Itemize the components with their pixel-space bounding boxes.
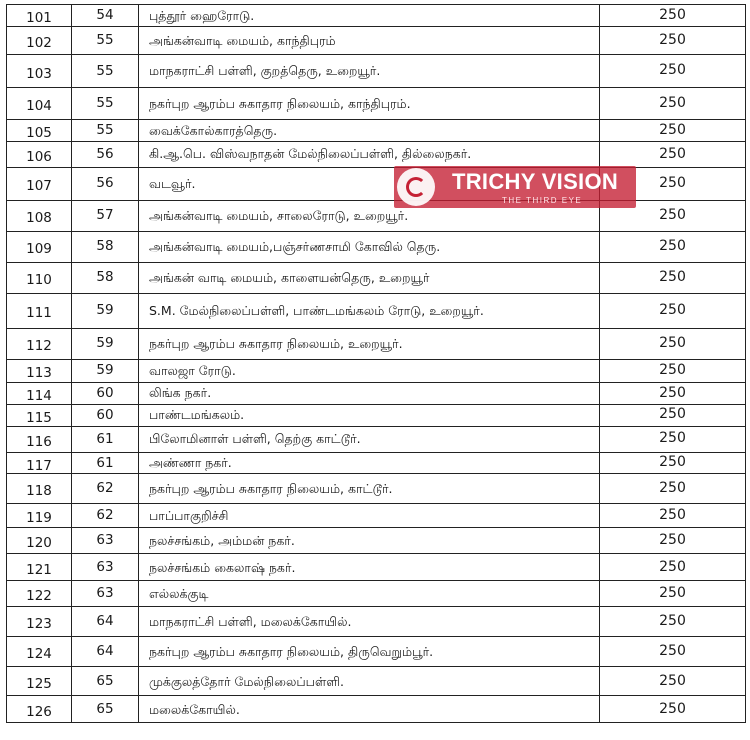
ward-number-cell: 59 [72, 328, 139, 359]
ward-number-cell: 54 [72, 5, 139, 27]
ward-number-cell: 60 [72, 404, 139, 426]
location-cell: வடவூர். [139, 167, 600, 200]
amount-cell: 250 [600, 528, 746, 554]
watermark-title: TRICHY VISION [452, 169, 619, 194]
location-cell: அங்கன்வாடி மையம், காந்திபுரம் [139, 27, 600, 55]
location-cell: அங்கன்வாடி மையம்,பஞ்சர்ணசாமி கோவில் தெரு. [139, 231, 600, 262]
ward-number-cell: 60 [72, 382, 139, 404]
table-row [7, 554, 746, 581]
amount-cell: 250 [600, 120, 746, 142]
ward-number-cell: 57 [72, 200, 139, 231]
ward-number-cell: 55 [72, 88, 139, 120]
amount-cell: 250 [600, 5, 746, 27]
location-cell: மலைக்கோயில். [139, 696, 600, 723]
table-body [7, 5, 746, 723]
serial-number-cell: 104 [7, 88, 72, 120]
location-cell: அங்கன் வாடி மையம், காளையன்தெரு, உறையூர் [139, 262, 600, 293]
amount-cell: 250 [600, 474, 746, 504]
table-row [7, 55, 746, 88]
ward-number-cell: 55 [72, 120, 139, 142]
amount-cell: 250 [600, 452, 746, 474]
serial-number-cell: 109 [7, 231, 72, 262]
table-row [7, 27, 746, 55]
ward-number-cell: 55 [72, 55, 139, 88]
ward-number-cell: 61 [72, 426, 139, 452]
amount-cell: 250 [600, 167, 746, 200]
serial-number-cell: 117 [7, 452, 72, 474]
table-row [7, 667, 746, 696]
ward-number-cell: 59 [72, 359, 139, 382]
table-row [7, 607, 746, 637]
ward-number-cell: 64 [72, 637, 139, 667]
serial-number-cell: 105 [7, 120, 72, 142]
location-cell: மாநகராட்சி பள்ளி, குறத்தெரு, உறையூர். [139, 55, 600, 88]
location-cell: பிலோமினாள் பள்ளி, தெற்கு காட்டூர். [139, 426, 600, 452]
amount-cell: 250 [600, 426, 746, 452]
table-row [7, 141, 746, 167]
location-cell: முக்குலத்தோர் மேல்நிலைப்பள்ளி. [139, 667, 600, 696]
location-cell: நகர்புற ஆரம்ப சுகாதார நிலையம், காந்திபுரம். [139, 88, 600, 120]
ward-number-cell: 65 [72, 696, 139, 723]
trichy-vision-watermark [394, 166, 636, 208]
serial-number-cell: 113 [7, 359, 72, 382]
amount-cell: 250 [600, 504, 746, 528]
serial-number-cell: 123 [7, 607, 72, 637]
watermark-subtitle: THE THIRD EYE [502, 196, 583, 205]
table-row [7, 404, 746, 426]
serial-number-cell: 103 [7, 55, 72, 88]
serial-number-cell: 124 [7, 637, 72, 667]
location-cell: பாண்டமங்கலம். [139, 404, 600, 426]
table-row [7, 452, 746, 474]
trichy-vision-logo-icon [397, 168, 435, 206]
ward-number-cell: 65 [72, 667, 139, 696]
serial-number-cell: 120 [7, 528, 72, 554]
serial-number-cell: 114 [7, 382, 72, 404]
amount-cell: 250 [600, 404, 746, 426]
serial-number-cell: 122 [7, 581, 72, 607]
vaccination-centre-table [6, 4, 746, 723]
ward-number-cell: 61 [72, 452, 139, 474]
serial-number-cell: 102 [7, 27, 72, 55]
serial-number-cell: 101 [7, 5, 72, 27]
table-row [7, 581, 746, 607]
serial-number-cell: 115 [7, 404, 72, 426]
table-row [7, 231, 746, 262]
serial-number-cell: 111 [7, 293, 72, 328]
amount-cell: 250 [600, 328, 746, 359]
location-cell: நலச்சங்கம் கைலாஷ் நகர். [139, 554, 600, 581]
location-cell: அண்ணா நகர். [139, 452, 600, 474]
location-cell: லிங்க நகர். [139, 382, 600, 404]
amount-cell: 250 [600, 359, 746, 382]
amount-cell: 250 [600, 27, 746, 55]
amount-cell: 250 [600, 231, 746, 262]
location-cell: நலச்சங்கம், அம்மன் நகர். [139, 528, 600, 554]
ward-number-cell: 64 [72, 607, 139, 637]
table-row [7, 359, 746, 382]
ward-number-cell: 56 [72, 167, 139, 200]
location-cell: அங்கன்வாடி மையம், சாலைரோடு, உறையூர். [139, 200, 600, 231]
amount-cell: 250 [600, 200, 746, 231]
location-cell: கி.ஆ.பெ. விஸ்வநாதன் மேல்நிலைப்பள்ளி, தில்லைநகர். [139, 141, 600, 167]
location-cell: எல்லக்குடி [139, 581, 600, 607]
serial-number-cell: 126 [7, 696, 72, 723]
amount-cell: 250 [600, 382, 746, 404]
amount-cell: 250 [600, 581, 746, 607]
ward-number-cell: 62 [72, 474, 139, 504]
serial-number-cell: 108 [7, 200, 72, 231]
location-cell: புத்தூர் ஹைரோடு. [139, 5, 600, 27]
serial-number-cell: 118 [7, 474, 72, 504]
table-row [7, 5, 746, 27]
serial-number-cell: 119 [7, 504, 72, 528]
serial-number-cell: 125 [7, 667, 72, 696]
location-cell: நகர்புற ஆரம்ப சுகாதார நிலையம், திருவெறும்பூர். [139, 637, 600, 667]
ward-number-cell: 63 [72, 554, 139, 581]
serial-number-cell: 116 [7, 426, 72, 452]
table-row [7, 293, 746, 328]
location-cell: வைக்கோல்காரத்தெரு. [139, 120, 600, 142]
amount-cell: 250 [600, 141, 746, 167]
location-cell: நகர்புற ஆரம்ப சுகாதார நிலையம், காட்டூர். [139, 474, 600, 504]
ward-number-cell: 58 [72, 231, 139, 262]
location-cell: மாநகராட்சி பள்ளி, மலைக்கோயில். [139, 607, 600, 637]
centre-list-table [6, 4, 746, 723]
serial-number-cell: 106 [7, 141, 72, 167]
serial-number-cell: 121 [7, 554, 72, 581]
amount-cell: 250 [600, 262, 746, 293]
table-row [7, 426, 746, 452]
ward-number-cell: 59 [72, 293, 139, 328]
ward-number-cell: 63 [72, 581, 139, 607]
amount-cell: 250 [600, 607, 746, 637]
location-cell: நகர்புற ஆரம்ப சுகாதார நிலையம், உறையூர். [139, 328, 600, 359]
amount-cell: 250 [600, 667, 746, 696]
location-cell: S.M. மேல்நிலைப்பள்ளி, பாண்டமங்கலம் ரோடு, உறையூர். [139, 293, 600, 328]
table-row [7, 528, 746, 554]
ward-number-cell: 63 [72, 528, 139, 554]
table-row [7, 88, 746, 120]
table-row [7, 504, 746, 528]
ward-number-cell: 56 [72, 141, 139, 167]
table-row [7, 120, 746, 142]
table-row [7, 382, 746, 404]
table-row [7, 696, 746, 723]
ward-number-cell: 55 [72, 27, 139, 55]
ward-number-cell: 62 [72, 504, 139, 528]
table-row [7, 637, 746, 667]
amount-cell: 250 [600, 554, 746, 581]
table-row [7, 328, 746, 359]
ward-number-cell: 58 [72, 262, 139, 293]
amount-cell: 250 [600, 55, 746, 88]
amount-cell: 250 [600, 293, 746, 328]
location-cell: பாப்பாகுறிச்சி [139, 504, 600, 528]
serial-number-cell: 112 [7, 328, 72, 359]
amount-cell: 250 [600, 88, 746, 120]
serial-number-cell: 110 [7, 262, 72, 293]
serial-number-cell: 107 [7, 167, 72, 200]
amount-cell: 250 [600, 696, 746, 723]
amount-cell: 250 [600, 637, 746, 667]
location-cell: வாலஜா ரோடு. [139, 359, 600, 382]
table-row [7, 262, 746, 293]
table-row [7, 474, 746, 504]
